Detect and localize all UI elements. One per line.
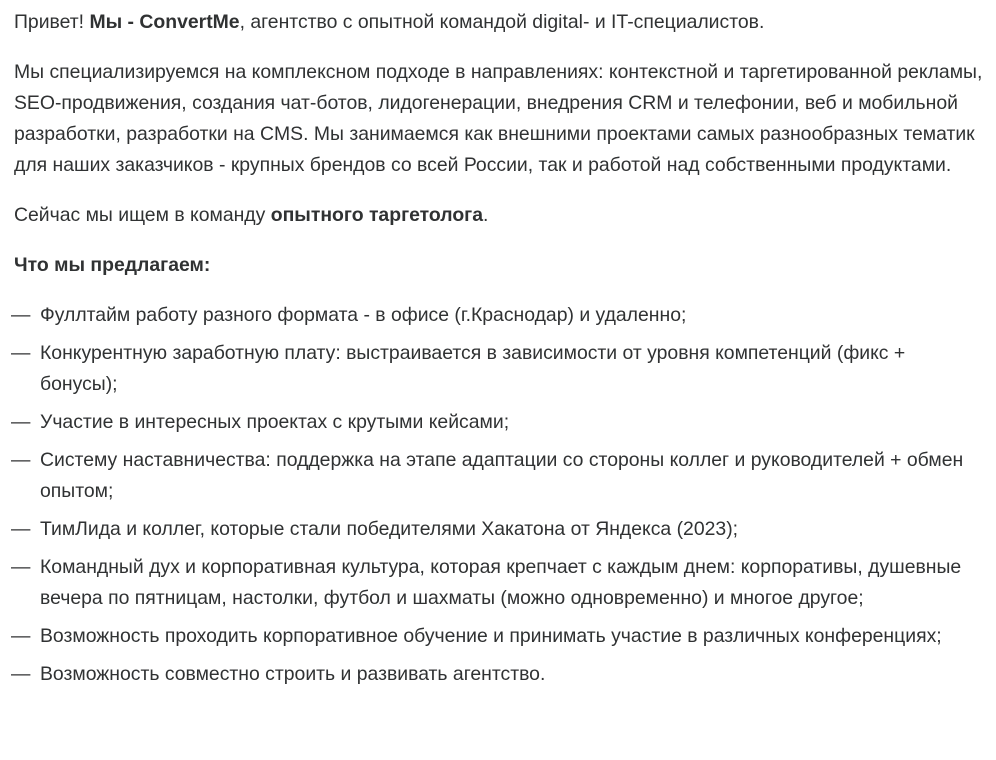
intro-suffix: , агентство с опытной командой digital- и IT-специалистов. xyxy=(239,11,765,33)
dash-bullet: — xyxy=(11,663,31,685)
offers-heading xyxy=(14,250,984,281)
about-paragraph: Мы специализируемся на комплексном подходе в направлениях: контекстной и таргетированной рекламы, SEO-продвижения, создания чат-ботов, лидогенерации, внедрения CRM и телефонии, веб и мобильной разработки, разработки на CMS. Мы занимаемся как внешними проектами самых разнообразных тематик для наших заказчиков - крупных брендов со всей России, так и работой над собственными продуктами. xyxy=(14,61,983,176)
list-item xyxy=(11,514,984,545)
list-item-text: Возможность совместно строить и развивать агентство. xyxy=(40,663,546,685)
hiring-prefix: Сейчас мы ищем в команду xyxy=(14,204,271,226)
dash-bullet: — xyxy=(11,304,31,326)
list-item-text: Систему наставничества: поддержка на этапе адаптации со стороны коллег и руководителей + обмен опытом; xyxy=(40,449,964,502)
offers-list xyxy=(11,300,984,690)
list-item-text: Участие в интересных проектах с крутыми кейсами; xyxy=(40,411,510,433)
dash-bullet: — xyxy=(11,518,31,540)
list-item xyxy=(11,338,984,400)
list-item xyxy=(11,659,984,690)
dash-bullet: — xyxy=(11,625,31,647)
intro-paragraph xyxy=(14,7,984,38)
hiring-paragraph xyxy=(14,200,984,231)
position-title: опытного таргетолога xyxy=(270,204,484,226)
hiring-suffix: . xyxy=(483,204,489,226)
dash-bullet: — xyxy=(11,449,31,471)
company-name: Мы - ConvertMe xyxy=(89,11,240,33)
list-item xyxy=(11,552,984,614)
dash-bullet: — xyxy=(11,411,31,433)
list-item-text: Конкурентную заработную плату: выстраивается в зависимости от уровня компетенций (фикс + бонусы); xyxy=(40,342,906,395)
list-item xyxy=(11,300,984,331)
offers-heading-text: Что мы предлагаем: xyxy=(14,254,211,276)
dash-bullet: — xyxy=(11,556,31,578)
list-item xyxy=(11,445,984,507)
list-item xyxy=(11,407,984,438)
list-item-text: Возможность проходить корпоративное обучение и принимать участие в различных конференциях; xyxy=(40,625,942,647)
intro-prefix: Привет! xyxy=(14,11,90,33)
list-item-text: ТимЛида и коллег, которые стали победителями Хакатона от Яндекса (2023); xyxy=(40,518,739,540)
dash-bullet: — xyxy=(11,342,31,364)
list-item xyxy=(11,621,984,652)
list-item-text: Фуллтайм работу разного формата - в офисе (г.Краснодар) и удаленно; xyxy=(40,304,687,326)
list-item-text: Командный дух и корпоративная культура, которая крепчает с каждым днем: корпоративы, душевные вечера по пятницам, настолки, футбол и шахматы (можно одновременно) и многое другое; xyxy=(40,556,962,609)
